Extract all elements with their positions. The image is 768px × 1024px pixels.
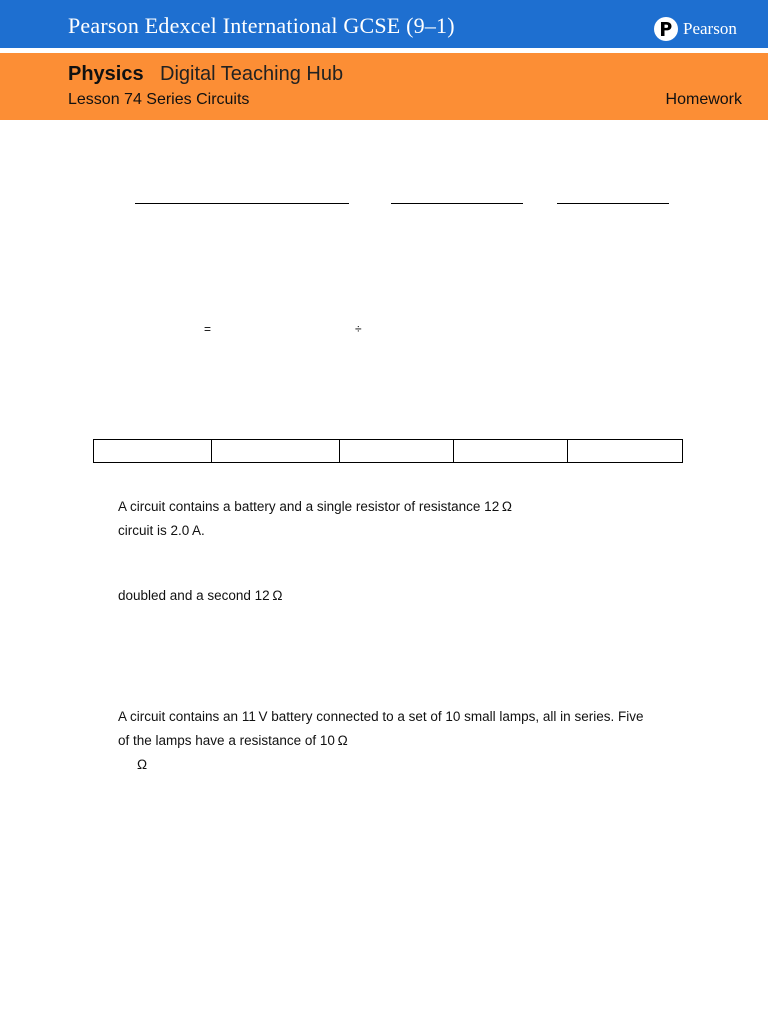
pearson-logo-text: Pearson: [683, 19, 737, 38]
homework-label: Homework: [665, 91, 742, 108]
lesson-bar: [0, 53, 768, 120]
question-3-line-3: Ω: [137, 757, 148, 772]
question-3-line-2: of the lamps have a resistance of 10 Ω: [118, 733, 348, 748]
table-cell[interactable]: [568, 440, 683, 463]
lesson-title: Lesson 74 Series Circuits: [68, 91, 250, 108]
table-row: [94, 440, 683, 463]
divide-sign: ÷: [355, 322, 362, 336]
table-cell[interactable]: [454, 440, 568, 463]
question-1-line-2: circuit is 2.0 A.: [118, 523, 205, 538]
pearson-logo-icon: [654, 17, 678, 41]
series-title: Pearson Edexcel International GCSE (9–1): [68, 13, 455, 38]
table-cell[interactable]: [212, 440, 340, 463]
question-2-line-1: doubled and a second 12 Ω: [118, 588, 283, 603]
table-cell[interactable]: [94, 440, 212, 463]
pearson-logo: [654, 17, 737, 41]
class-field-line[interactable]: [391, 203, 523, 204]
question-3-line-1: A circuit contains an 11 V battery connected to a set of 10 small lamps, all in series. Five: [118, 709, 644, 724]
pearson-p-glyph: [659, 21, 673, 37]
question-1-line-1: A circuit contains a battery and a single resistor of resistance 12 Ω: [118, 499, 512, 514]
name-field-line[interactable]: [135, 203, 349, 204]
header-bar: [0, 0, 768, 48]
subject-title: Physics: [68, 63, 144, 85]
data-table: [93, 439, 683, 463]
table-cell[interactable]: [340, 440, 454, 463]
date-field-line[interactable]: [557, 203, 669, 204]
equals-sign: =: [204, 322, 212, 336]
hub-title: Digital Teaching Hub: [160, 63, 344, 85]
